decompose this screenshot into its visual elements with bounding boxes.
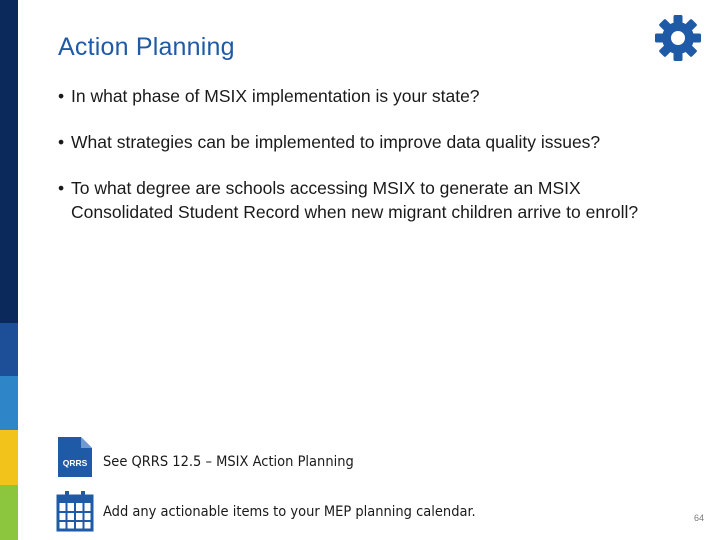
gear-icon	[654, 14, 702, 62]
calendar-icon	[56, 490, 94, 532]
bullet-marker: •	[58, 178, 65, 198]
sidebar-segment-lightblue	[0, 376, 18, 430]
sidebar-segment-blue	[0, 323, 18, 376]
sidebar-segment-navy	[0, 0, 18, 323]
bullet-item	[58, 176, 678, 224]
qrrs-icon-label: QRRS	[62, 458, 88, 468]
page-number: 64	[693, 513, 704, 523]
bullet-marker: •	[58, 86, 65, 106]
sidebar-segment-yellow	[0, 430, 18, 485]
bullet-list	[58, 84, 678, 246]
calendar-reference-text: Add any actionable items to your MEP planning calendar.	[103, 504, 476, 520]
slide-title: Action Planning	[58, 33, 235, 61]
bullet-marker: •	[58, 132, 65, 152]
qrrs-document-icon	[56, 436, 94, 478]
bullet-item	[58, 84, 678, 108]
bullet-item	[58, 130, 678, 154]
sidebar-segment-green	[0, 485, 18, 540]
calendar-reference	[56, 490, 476, 532]
bullet-text: In what phase of MSIX implementation is your state?	[71, 86, 480, 106]
bullet-text: To what degree are schools accessing MSIX to generate an MSIX Consolidated Student Record when new migrant children arrive to enroll?	[71, 178, 639, 222]
qrrs-reference	[56, 436, 354, 478]
bullet-text: What strategies can be implemented to improve data quality issues?	[71, 132, 601, 152]
qrrs-reference-text: See QRRS 12.5 – MSIX Action Planning	[103, 454, 354, 470]
sidebar-accent-bar	[0, 0, 18, 540]
